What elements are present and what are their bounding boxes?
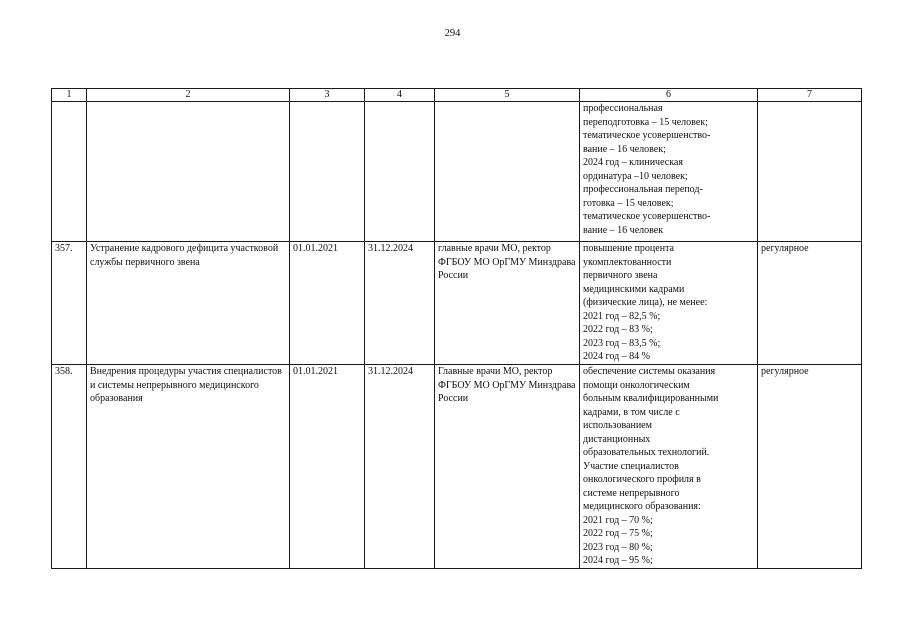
periodicity-cell: регулярное: [758, 365, 862, 569]
start-date-cell: [290, 102, 365, 242]
column-header: 1: [52, 89, 87, 102]
measure-name-cell: [87, 102, 290, 242]
table-row: [52, 242, 862, 365]
column-header: 6: [580, 89, 758, 102]
column-header: 5: [435, 89, 580, 102]
result-cell: повышение процента укомплектованности первичного звена медицинскими кадрами (физические лица), не менее: 2021 год – 82,5 %; 2022 год – 83 %; 2023 год – 83,5 %; 2024 год – 84 %: [580, 242, 758, 365]
end-date-cell: 31.12.2024: [365, 242, 435, 365]
responsible-cell: главные врачи МО, ректор ФГБОУ МО ОрГМУ Минздрава России: [435, 242, 580, 365]
page-number: 294: [444, 28, 461, 39]
end-date-cell: [365, 102, 435, 242]
result-cell: обеспечение системы оказания помощи онкологическим больным квалифицированными кадрами, в том числе с использованием дистанционных образовательных технологий. Участие специалистов онкологического профиля в системе непрерывного медицинского образования: 2021 год – 70 %; 2022 год – 75 %; 2023 год – 80 %; 2024 год – 95 %;: [580, 365, 758, 569]
end-date-cell: 31.12.2024: [365, 365, 435, 569]
column-header: 4: [365, 89, 435, 102]
measure-name-cell: Устранение кадрового дефицита участковой службы первичного звена: [87, 242, 290, 365]
start-date-cell: 01.01.2021: [290, 365, 365, 569]
row-number-cell: [52, 102, 87, 242]
responsible-cell: [435, 102, 580, 242]
responsible-cell: Главные врачи МО, ректор ФГБОУ МО ОрГМУ Минздрава России: [435, 365, 580, 569]
periodicity-cell: [758, 102, 862, 242]
row-number-cell: 358.: [52, 365, 87, 569]
table-row: [52, 365, 862, 569]
plan-table: [51, 88, 862, 569]
column-header: 3: [290, 89, 365, 102]
table-row: [52, 102, 862, 242]
start-date-cell: 01.01.2021: [290, 242, 365, 365]
column-number-row: [52, 89, 862, 102]
row-number-cell: 357.: [52, 242, 87, 365]
column-header: 7: [758, 89, 862, 102]
result-cell: профессиональная переподготовка – 15 человек; тематическое усовершенство- вание – 16 человек; 2024 год – клиническая ординатура –10 человек; профессиональная перепод- готовка – 15 человек; тематическое усовершенство- вание – 16 человек: [580, 102, 758, 242]
column-header: 2: [87, 89, 290, 102]
measure-name-cell: Внедрения процедуры участия специалистов и системы непрерывного медицинского образования: [87, 365, 290, 569]
periodicity-cell: регулярное: [758, 242, 862, 365]
